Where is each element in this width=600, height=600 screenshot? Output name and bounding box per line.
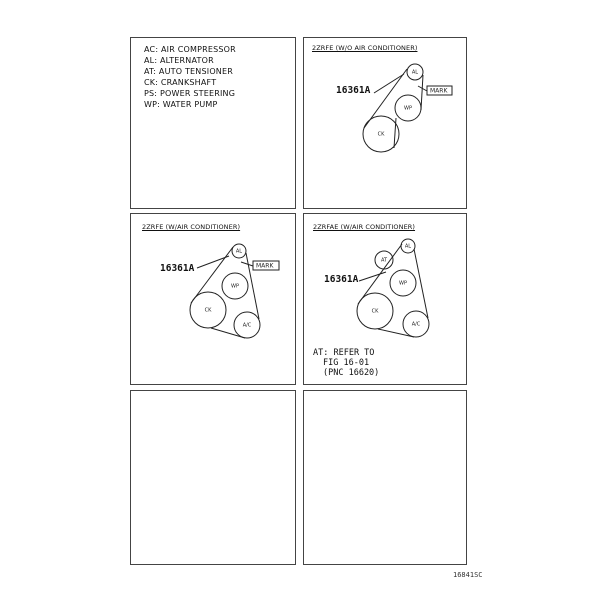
- part-leader-line: [374, 74, 404, 93]
- panel-title: 2ZRFAE (W/AIR CONDITIONER): [313, 223, 416, 231]
- refer-line: FIG 16-01: [323, 358, 370, 368]
- empty-panel-bottom-left: [130, 390, 296, 565]
- svg-text:A/C: A/C: [242, 322, 252, 329]
- refer-note: [313, 348, 379, 378]
- belt-diagram-2zrfe-ac: [130, 213, 296, 385]
- empty-panel-bottom-right: [303, 390, 467, 565]
- legend-panel: [130, 37, 296, 209]
- svg-text:AL: AL: [411, 69, 419, 76]
- panel-title: 2ZRFE (W/AIR CONDITIONER): [142, 223, 241, 231]
- svg-text:CK: CK: [371, 308, 379, 315]
- part-leader-line: [359, 272, 386, 281]
- drive-belt: [378, 329, 414, 337]
- part-number-label: 16361A: [160, 263, 195, 274]
- svg-text:WP: WP: [231, 283, 239, 290]
- svg-text:WP: WP: [404, 105, 412, 112]
- part-leader-line: [197, 256, 229, 268]
- svg-text:MARK: MARK: [430, 87, 448, 95]
- legend-item-ck: CK: CRANKSHAFT: [144, 78, 217, 87]
- drive-belt: [211, 328, 245, 338]
- svg-text:MARK: MARK: [256, 262, 274, 270]
- legend-item-ac: AC: AIR COMPRESSOR: [144, 45, 236, 54]
- belt-routing-drawing: [131, 214, 297, 386]
- belt-routing-drawing: [304, 38, 468, 210]
- legend-item-wp: WP: WATER PUMP: [144, 100, 218, 109]
- svg-text:CK: CK: [204, 307, 212, 314]
- belt-diagram-2zrfae-ac: [303, 213, 467, 385]
- legend-item-al: AL: ALTERNATOR: [144, 56, 214, 65]
- mark-leader-line: [241, 262, 253, 266]
- svg-text:WP: WP: [399, 280, 407, 287]
- drive-belt: [191, 247, 233, 303]
- figure-id: 16841SC: [453, 571, 483, 579]
- part-number-label: 16361A: [324, 274, 359, 285]
- legend-item-ps: PS: POWER STEERING: [144, 89, 236, 98]
- legend-item-at: AT: AUTO TENSIONER: [144, 67, 234, 76]
- part-number-label: 16361A: [336, 85, 371, 96]
- drive-belt: [421, 75, 423, 110]
- svg-text:AT: AT: [380, 257, 388, 264]
- svg-text:AL: AL: [235, 248, 243, 255]
- svg-text:A/C: A/C: [411, 321, 421, 328]
- svg-text:CK: CK: [377, 131, 385, 138]
- panel-title: 2ZRFE (W/O AIR CONDITIONER): [312, 44, 418, 52]
- refer-line: AT: REFER TO: [313, 348, 375, 358]
- refer-line: (PNC 16620): [323, 368, 380, 378]
- svg-text:AL: AL: [404, 243, 412, 250]
- belt-diagram-2zrfe-no-ac: [303, 37, 467, 209]
